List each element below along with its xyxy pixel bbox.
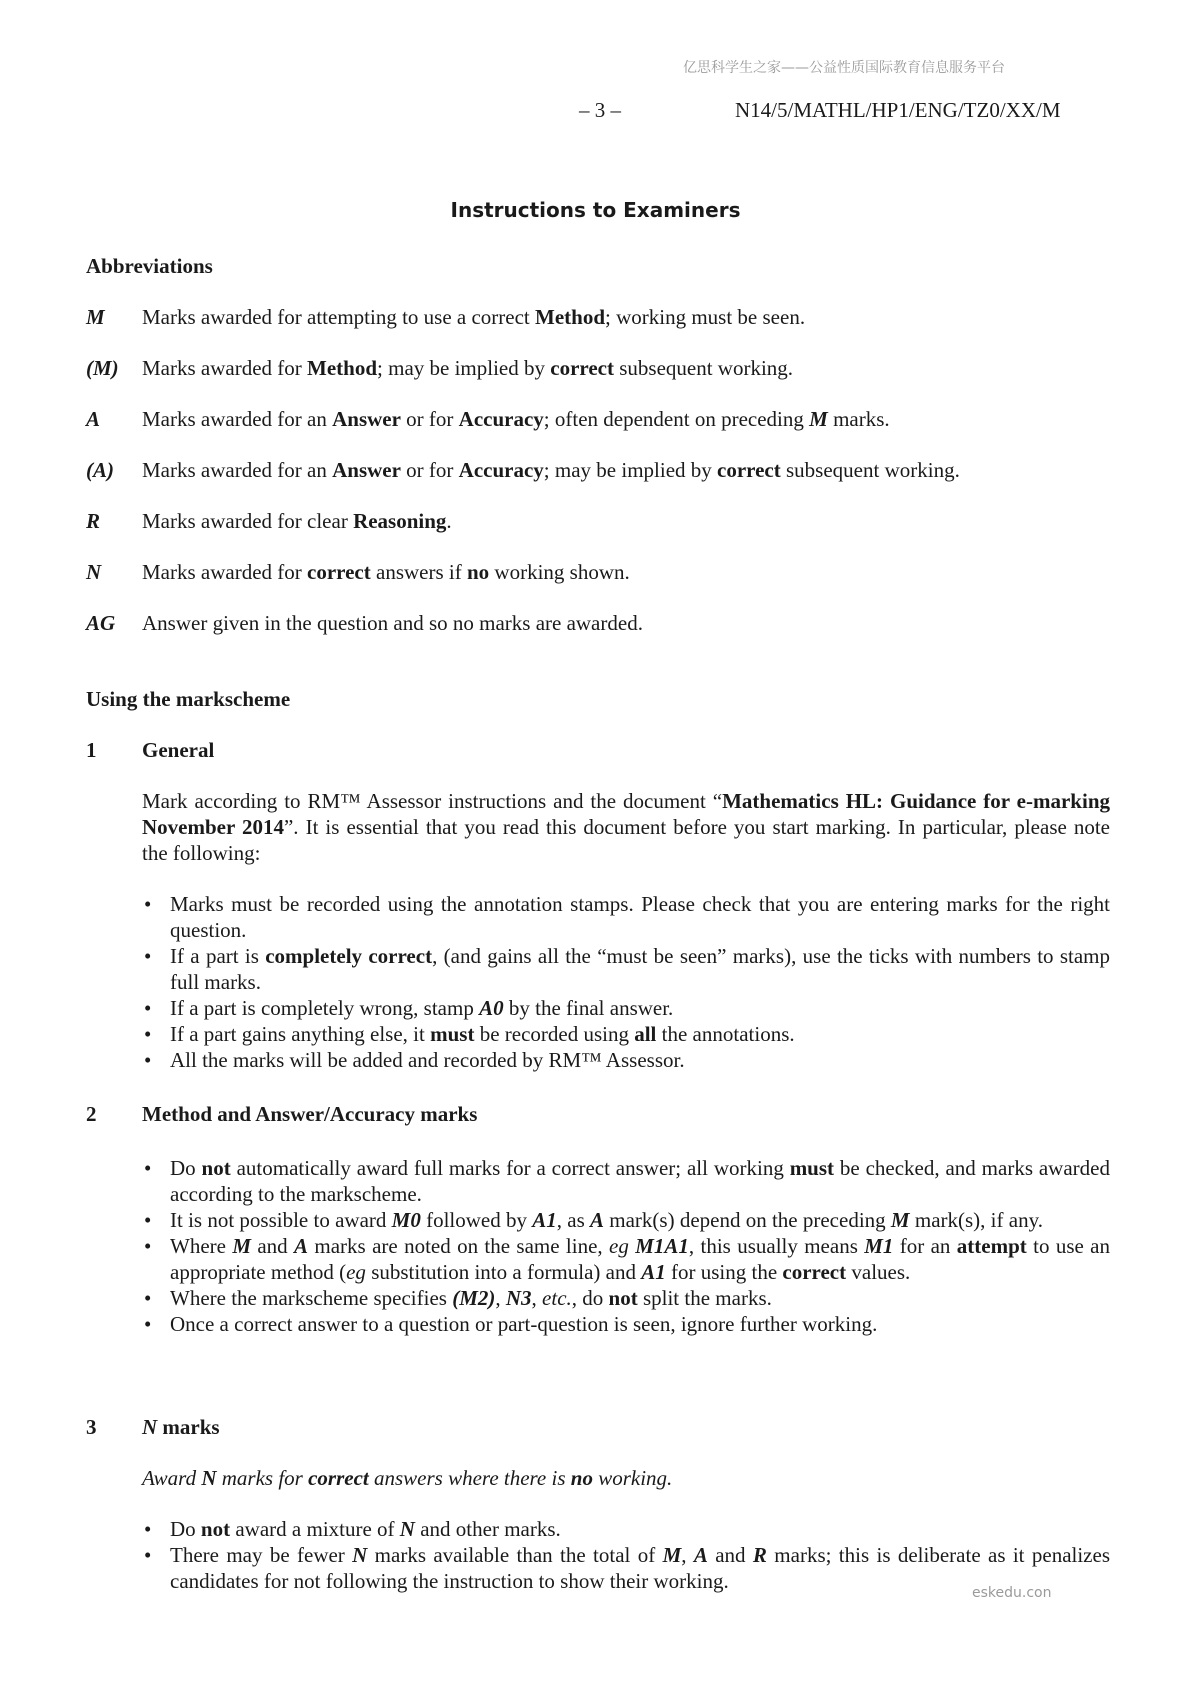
list-item: • Marks must be recorded using the annotation stamps. Please check that you are entering marks for the right question. [142,891,1110,943]
list-item: • There may be fewer N marks available than the total of M, A and R marks; this is deliberate as it penalizes candidates for not following the instruction to show their working. [142,1542,1110,1594]
list-item: • Where the markscheme specifies (M2), N3, etc., do not split the marks. [142,1285,1110,1311]
using-markscheme-heading: Using the markscheme [86,687,291,711]
watermark-top: 亿思科学生之家——公益性质国际教育信息服务平台 [683,60,1005,76]
abbr-desc-m-implied: Marks awarded for Method; may be implied by correct subsequent working. [142,356,794,380]
abbr-code-r: R [86,509,101,533]
abbr-desc-n: Marks awarded for correct answers if no working shown. [142,560,630,584]
abbreviations-heading: Abbreviations [86,254,213,278]
list-item: • Do not automatically award full marks for a correct answer; all working must be checked, and marks awarded according to the markscheme. [142,1155,1110,1207]
abbr-code-m-implied: (M) [86,356,119,380]
watermark-bottom: eskedu.con [972,1585,1052,1601]
abbr-desc-a: Marks awarded for an Answer or for Accuracy; often dependent on preceding M marks. [142,407,890,431]
section-3-intro: Award N marks for correct answers where there is no working. [142,1466,673,1490]
abbr-desc-m: Marks awarded for attempting to use a correct Method; working must be seen. [142,305,806,329]
section-3-bullets [142,1516,1110,1594]
list-item: • If a part is completely wrong, stamp A0 by the final answer. [142,995,1110,1021]
section-1-intro: Mark according to RM™ Assessor instructions and the document “Mathematics HL: Guidance for e-marking November 2014”. It is essential that you read this document before you start marking. In particular, please note the following: [142,789,1111,865]
list-item: • If a part gains anything else, it must be recorded using all the annotations. [142,1021,1110,1047]
section-3-title: N marks [142,1415,220,1439]
list-item: • All the marks will be added and recorded by RM™ Assessor. [142,1047,1110,1073]
list-item: • If a part is completely correct, (and gains all the “must be seen” marks), use the ticks with numbers to stamp full marks. [142,943,1110,995]
page-number: – 3 – [579,98,621,122]
abbr-desc-r: Marks awarded for clear Reasoning. [142,509,452,533]
abbr-desc-ag: Answer given in the question and so no marks are awarded. [142,611,643,635]
list-item: • Where M and A marks are noted on the same line, eg M1A1, this usually means M1 for an attempt to use an appropriate method (eg substitution into a formula) and A1 for using the correct values. [142,1233,1110,1285]
section-2-bullets [142,1155,1110,1337]
list-item: • Do not award a mixture of N and other marks. [142,1516,1110,1542]
section-2-title: Method and Answer/Accuracy marks [142,1102,478,1126]
abbr-code-n: N [86,560,102,584]
section-2-number: 2 [86,1102,97,1126]
section-3-number: 3 [86,1415,97,1439]
abbr-desc-a-implied: Marks awarded for an Answer or for Accuracy; may be implied by correct subsequent working. [142,458,960,482]
document-code: N14/5/MATHL/HP1/ENG/TZ0/XX/M [735,98,1061,122]
abbr-code-a-implied: (A) [86,458,114,482]
abbr-code-m: M [86,305,105,329]
section-1-bullets [142,891,1110,1073]
section-1-number: 1 [86,738,97,762]
list-item: • Once a correct answer to a question or part-question is seen, ignore further working. [142,1311,1110,1337]
abbr-code-ag: AG [86,611,116,635]
page-title: Instructions to Examiners [450,198,741,222]
abbr-code-a: A [86,407,101,431]
list-item: • It is not possible to award M0 followed by A1, as A mark(s) depend on the preceding M mark(s), if any. [142,1207,1110,1233]
section-1-title: General [142,738,215,762]
